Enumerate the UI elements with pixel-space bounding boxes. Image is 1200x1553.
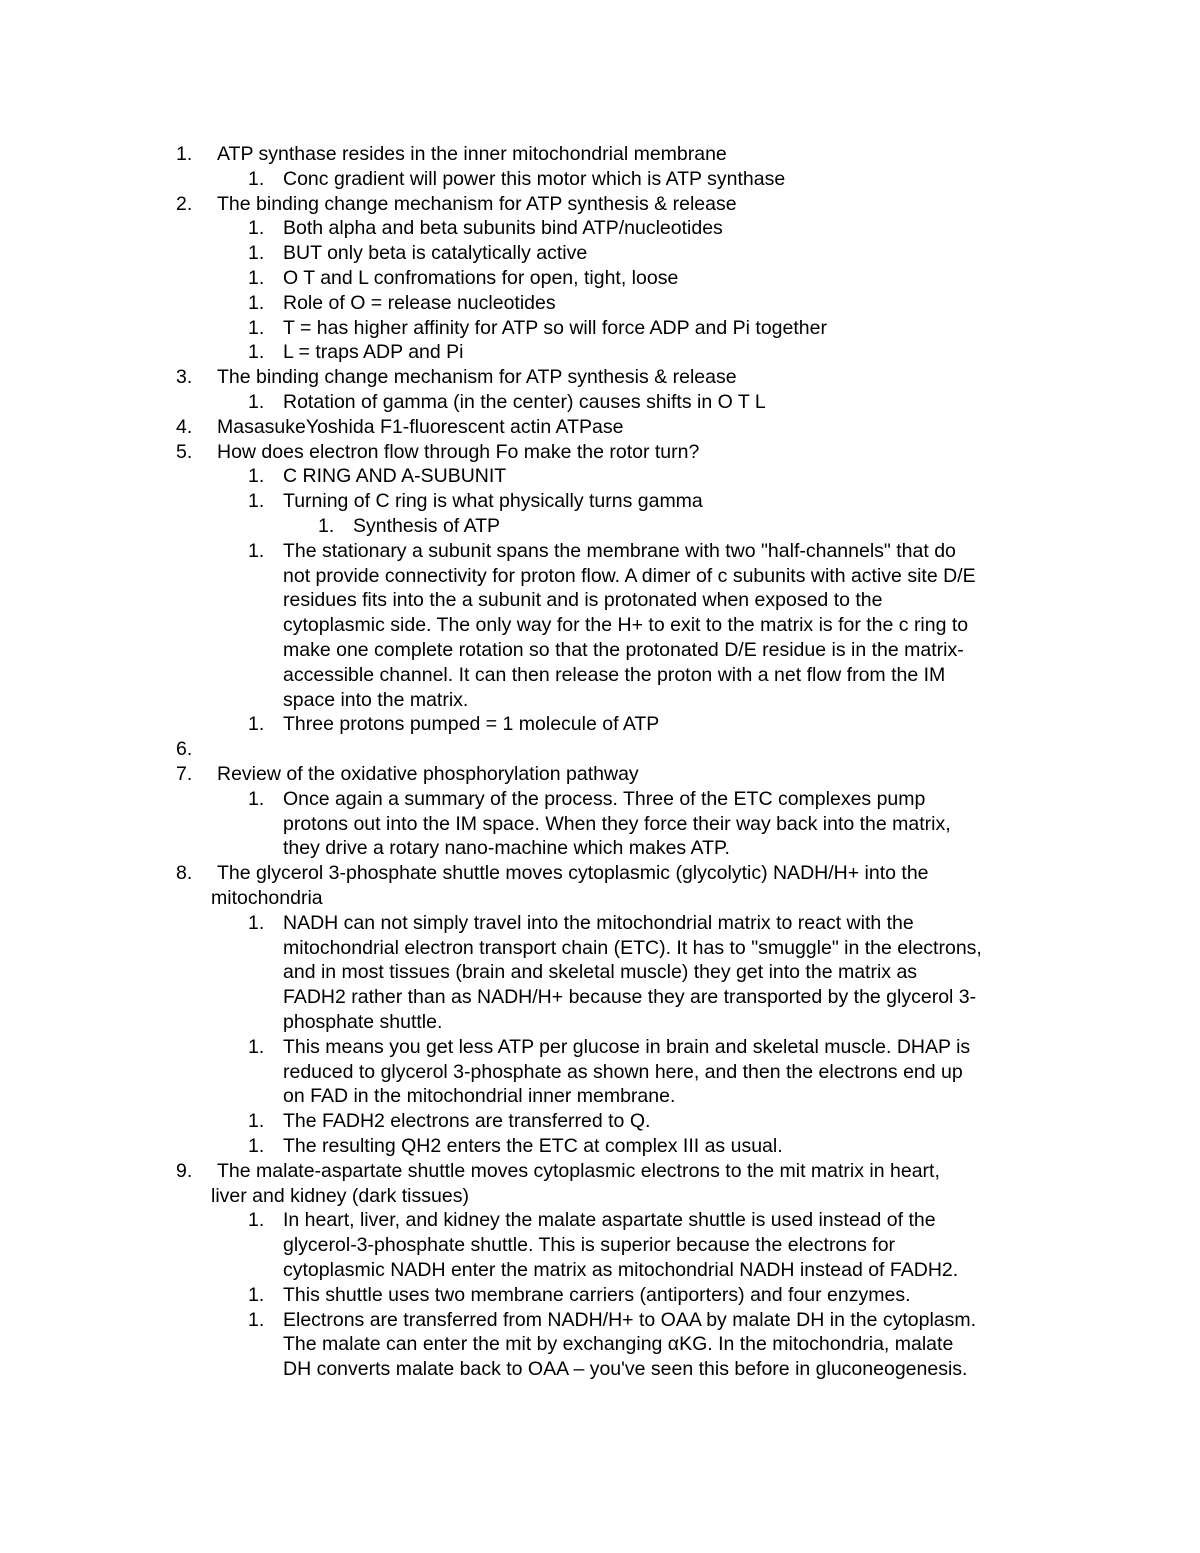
list-number: 1. [318,515,335,537]
list-number: 1. [248,217,265,240]
list-number: 1. [248,291,265,314]
list-number: 1. [248,713,265,736]
list-item-text: Conc gradient will power this motor which is ATP synthase [283,167,786,190]
list-item-text: cytoplasmic side. The only way for the H+ to exit to the matrix is for the c ring to [283,614,969,637]
list-item-text: cytoplasmic NADH enter the matrix as mitochondrial NADH instead of FADH2. [283,1259,959,1281]
list-number: 1. [248,267,265,289]
list-item-text: Three protons pumped = 1 molecule of ATP [283,713,660,736]
list-number: 1. [248,490,265,513]
list-item-text: The binding change mechanism for ATP synthesis & release [217,366,737,389]
list-item-text: and in most tissues (brain and skeletal muscle) they get into the matrix as [283,961,918,984]
list-item-text: This means you get less ATP per glucose in brain and skeletal muscle. DHAP is [283,1035,971,1058]
list-number: 3. [176,366,193,389]
list-number: 1. [248,787,265,810]
list-number: 1. [248,391,265,413]
list-item-text: make one complete rotation so that the protonated D/E residue is in the matrix- [283,639,964,661]
list-item-text: How does electron flow through Fo make the rotor turn? [217,440,700,463]
list-item-text: on FAD in the mitochondrial inner membrane. [283,1085,676,1108]
list-number: 1. [248,465,265,488]
list-number: 6. [176,738,193,761]
list-item-text: The binding change mechanism for ATP synthesis & release [217,192,737,215]
list-item-text: NADH can not simply travel into the mitochondrial matrix to react with the [283,911,914,934]
list-item-text: L = traps ADP and Pi [283,341,464,364]
list-number: 8. [176,862,193,885]
list-number: 7. [176,763,193,785]
list-item-text: The malate can enter the mit by exchanging αKG. In the mitochondria, malate [283,1333,954,1356]
list-number: 1. [248,167,265,190]
list-number: 1. [248,341,265,364]
list-item-text: reduced to glycerol 3-phosphate as shown here, and then the electrons end up [283,1060,963,1083]
list-item-text: protons out into the IM space. When they force their way back into the matrix, [283,812,951,835]
list-item-text: Rotation of gamma (in the center) causes shifts in O T L [283,391,766,413]
list-number: 1. [248,242,265,265]
list-item-text: they drive a rotary nano-machine which makes ATP. [283,837,730,860]
list-number: 1. [176,143,193,165]
list-number: 5. [176,440,193,463]
list-item-text: Once again a summary of the process. Three of the ETC complexes pump [283,787,926,810]
list-item-text: residues fits into the a subunit and is protonated when exposed to the [283,589,883,612]
list-item-text: C RING AND A-SUBUNIT [283,465,507,488]
list-item-text: In heart, liver, and kidney the malate aspartate shuttle is used instead of the [283,1209,936,1232]
list-item-text: Role of O = release nucleotides [283,291,556,314]
list-item-text: Turning of C ring is what physically turns gamma [283,490,703,513]
list-item-text: The resulting QH2 enters the ETC at complex III as usual. [283,1135,783,1157]
list-item-text: space into the matrix. [283,688,469,711]
list-number: 1. [248,1035,265,1058]
list-item-text: DH converts malate back to OAA – you've seen this before in gluconeogenesis. [283,1358,968,1381]
list-number: 1. [248,1283,265,1306]
list-item-text: mitochondrial electron transport chain (ETC). It has to "smuggle" in the electrons, [283,936,982,959]
list-number: 1. [248,1135,265,1157]
list-item-text: Review of the oxidative phosphorylation pathway [217,763,639,785]
list-item-text: This shuttle uses two membrane carriers (antiporters) and four enzymes. [283,1283,911,1306]
list-item-text: phosphate shuttle. [283,1011,443,1033]
list-item-text: Both alpha and beta subunits bind ATP/nucleotides [283,217,723,240]
list-number: 1. [248,1209,265,1232]
list-number: 1. [248,1308,265,1331]
list-item-text: glycerol-3-phosphate shuttle. This is superior because the electrons for [283,1234,896,1257]
list-item-text: mitochondria [211,887,323,909]
list-item-text: Synthesis of ATP [353,515,501,537]
list-item-text: The glycerol 3-phosphate shuttle moves cytoplasmic (glycolytic) NADH/H+ into the [217,862,929,885]
list-number: 1. [248,1110,265,1133]
list-number: 2. [176,192,193,215]
list-item-text: accessible channel. It can then release the proton with a net flow from the IM [283,663,946,686]
list-item-text: FADH2 rather than as NADH/H+ because they are transported by the glycerol 3- [283,986,977,1009]
list-number: 1. [248,539,265,562]
list-item-text: T = has higher affinity for ATP so will force ADP and Pi together [283,316,827,339]
list-item-text: The stationary a subunit spans the membrane with two "half-channels" that do [283,539,956,562]
list-item-text: O T and L confromations for open, tight, loose [283,267,679,289]
list-item-text: Electrons are transferred from NADH/H+ to OAA by malate DH in the cytoplasm. [283,1308,977,1331]
list-item-text: ATP synthase resides in the inner mitochondrial membrane [217,143,727,165]
list-item-text: The malate-aspartate shuttle moves cytoplasmic electrons to the mit matrix in heart, [217,1159,940,1182]
list-number: 1. [248,911,265,934]
list-item-text: not provide connectivity for proton flow. A dimer of c subunits with active site D/E [283,564,976,587]
list-item-text: The FADH2 electrons are transferred to Q. [283,1110,651,1133]
list-item-text: MasasukeYoshida F1-fluorescent actin ATPase [217,415,624,438]
list-number: 1. [248,316,265,339]
list-number: 9. [176,1159,193,1182]
list-number: 4. [176,415,193,438]
list-item-text: BUT only beta is catalytically active [283,242,588,265]
list-item-text: liver and kidney (dark tissues) [211,1184,469,1207]
